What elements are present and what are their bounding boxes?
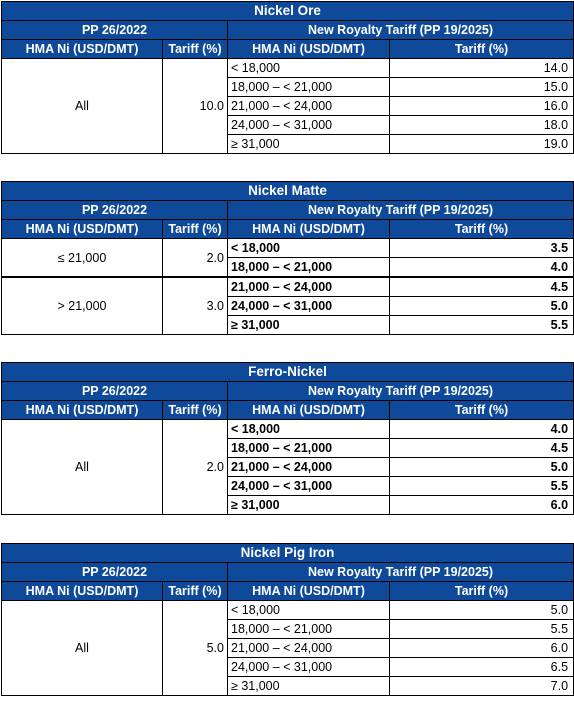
new-hma-range: < 18,000 bbox=[228, 420, 390, 439]
col-hma-new: HMA Ni (USD/DMT) bbox=[228, 401, 390, 420]
new-tariff: 5.5 bbox=[390, 477, 574, 496]
title-row bbox=[2, 363, 574, 382]
table-row bbox=[2, 420, 574, 439]
royalty-table bbox=[1, 1, 574, 154]
new-tariff: 4.5 bbox=[390, 277, 574, 297]
pp-header: PP 26/2022 bbox=[2, 382, 228, 401]
royalty-table bbox=[1, 362, 574, 515]
new-tariff: 5.0 bbox=[390, 297, 574, 316]
new-tariff: 16.0 bbox=[390, 97, 574, 116]
new-hma-range: < 18,000 bbox=[228, 601, 390, 620]
col-tariff-new: Tariff (%) bbox=[390, 401, 574, 420]
col-tariff-old: Tariff (%) bbox=[163, 401, 228, 420]
new-tariff: 18.0 bbox=[390, 116, 574, 135]
old-tariff: 3.0 bbox=[163, 277, 228, 335]
new-hma-range: ≥ 31,000 bbox=[228, 496, 390, 515]
new-hma-range: 18,000 – < 21,000 bbox=[228, 620, 390, 639]
old-hma-range: All bbox=[2, 59, 163, 154]
group-header-row bbox=[2, 21, 574, 40]
new-hma-range: < 18,000 bbox=[228, 239, 390, 258]
col-hma-new: HMA Ni (USD/DMT) bbox=[228, 40, 390, 59]
table-row bbox=[2, 59, 574, 78]
col-hma-old: HMA Ni (USD/DMT) bbox=[2, 40, 163, 59]
pp-header: PP 26/2022 bbox=[2, 563, 228, 582]
new-tariff: 5.0 bbox=[390, 458, 574, 477]
new-hma-range: 18,000 – < 21,000 bbox=[228, 258, 390, 278]
column-header-row bbox=[2, 401, 574, 420]
new-hma-range: 21,000 – < 24,000 bbox=[228, 458, 390, 477]
col-tariff-new: Tariff (%) bbox=[390, 220, 574, 239]
new-hma-range: 21,000 – < 24,000 bbox=[228, 277, 390, 297]
new-tariff: 6.0 bbox=[390, 639, 574, 658]
pp-header: PP 26/2022 bbox=[2, 201, 228, 220]
table-block-nickel-ore bbox=[1, 1, 573, 154]
new-hma-range: 21,000 – < 24,000 bbox=[228, 97, 390, 116]
new-tariff: 5.5 bbox=[390, 316, 574, 335]
col-tariff-old: Tariff (%) bbox=[163, 582, 228, 601]
group-header-row bbox=[2, 382, 574, 401]
new-tariff: 5.0 bbox=[390, 601, 574, 620]
new-tariff: 4.0 bbox=[390, 420, 574, 439]
old-hma-range: All bbox=[2, 420, 163, 515]
old-tariff: 2.0 bbox=[163, 239, 228, 278]
new-tariff: 3.5 bbox=[390, 239, 574, 258]
col-hma-old: HMA Ni (USD/DMT) bbox=[2, 401, 163, 420]
new-tariff: 14.0 bbox=[390, 59, 574, 78]
old-tariff: 2.0 bbox=[163, 420, 228, 515]
table-title: Nickel Matte bbox=[2, 182, 574, 201]
new-tariff: 4.0 bbox=[390, 258, 574, 278]
table-row bbox=[2, 239, 574, 258]
col-tariff-old: Tariff (%) bbox=[163, 220, 228, 239]
new-hma-range: 18,000 – < 21,000 bbox=[228, 78, 390, 97]
column-header-row bbox=[2, 582, 574, 601]
group-header-row bbox=[2, 563, 574, 582]
old-hma-range: All bbox=[2, 601, 163, 696]
new-hma-range: ≥ 31,000 bbox=[228, 316, 390, 335]
old-hma-range: ≤ 21,000 bbox=[2, 239, 163, 278]
col-hma-new: HMA Ni (USD/DMT) bbox=[228, 582, 390, 601]
new-tariff: 7.0 bbox=[390, 677, 574, 696]
new-hma-range: < 18,000 bbox=[228, 59, 390, 78]
new-tariff-header: New Royalty Tariff (PP 19/2025) bbox=[228, 201, 574, 220]
table-block-nickel-pig-iron bbox=[1, 543, 573, 696]
col-tariff-old: Tariff (%) bbox=[163, 40, 228, 59]
new-hma-range: 18,000 – < 21,000 bbox=[228, 439, 390, 458]
royalty-table bbox=[1, 181, 574, 335]
table-row bbox=[2, 601, 574, 620]
new-hma-range: 24,000 – < 31,000 bbox=[228, 116, 390, 135]
old-hma-range: > 21,000 bbox=[2, 277, 163, 335]
new-tariff: 5.5 bbox=[390, 620, 574, 639]
col-hma-old: HMA Ni (USD/DMT) bbox=[2, 220, 163, 239]
new-hma-range: 24,000 – < 31,000 bbox=[228, 477, 390, 496]
col-tariff-new: Tariff (%) bbox=[390, 582, 574, 601]
new-tariff-header: New Royalty Tariff (PP 19/2025) bbox=[228, 21, 574, 40]
table-title: Ferro-Nickel bbox=[2, 363, 574, 382]
table-block-ferro-nickel bbox=[1, 362, 573, 515]
group-header-row bbox=[2, 201, 574, 220]
new-hma-range: ≥ 31,000 bbox=[228, 135, 390, 154]
title-row bbox=[2, 2, 574, 21]
col-hma-new: HMA Ni (USD/DMT) bbox=[228, 220, 390, 239]
new-hma-range: 24,000 – < 31,000 bbox=[228, 658, 390, 677]
table-block-nickel-matte bbox=[1, 181, 573, 335]
new-tariff: 6.0 bbox=[390, 496, 574, 515]
title-row bbox=[2, 182, 574, 201]
pp-header: PP 26/2022 bbox=[2, 21, 228, 40]
new-hma-range: 24,000 – < 31,000 bbox=[228, 297, 390, 316]
old-tariff: 10.0 bbox=[163, 59, 228, 154]
column-header-row bbox=[2, 220, 574, 239]
new-hma-range: 21,000 – < 24,000 bbox=[228, 639, 390, 658]
new-tariff: 4.5 bbox=[390, 439, 574, 458]
table-title: Nickel Ore bbox=[2, 2, 574, 21]
table-row bbox=[2, 277, 574, 297]
royalty-table bbox=[1, 543, 574, 696]
new-tariff-header: New Royalty Tariff (PP 19/2025) bbox=[228, 563, 574, 582]
old-tariff: 5.0 bbox=[163, 601, 228, 696]
col-hma-old: HMA Ni (USD/DMT) bbox=[2, 582, 163, 601]
new-hma-range: ≥ 31,000 bbox=[228, 677, 390, 696]
new-tariff: 6.5 bbox=[390, 658, 574, 677]
column-header-row bbox=[2, 40, 574, 59]
new-tariff: 19.0 bbox=[390, 135, 574, 154]
new-tariff: 15.0 bbox=[390, 78, 574, 97]
table-title: Nickel Pig Iron bbox=[2, 544, 574, 563]
title-row bbox=[2, 544, 574, 563]
col-tariff-new: Tariff (%) bbox=[390, 40, 574, 59]
new-tariff-header: New Royalty Tariff (PP 19/2025) bbox=[228, 382, 574, 401]
